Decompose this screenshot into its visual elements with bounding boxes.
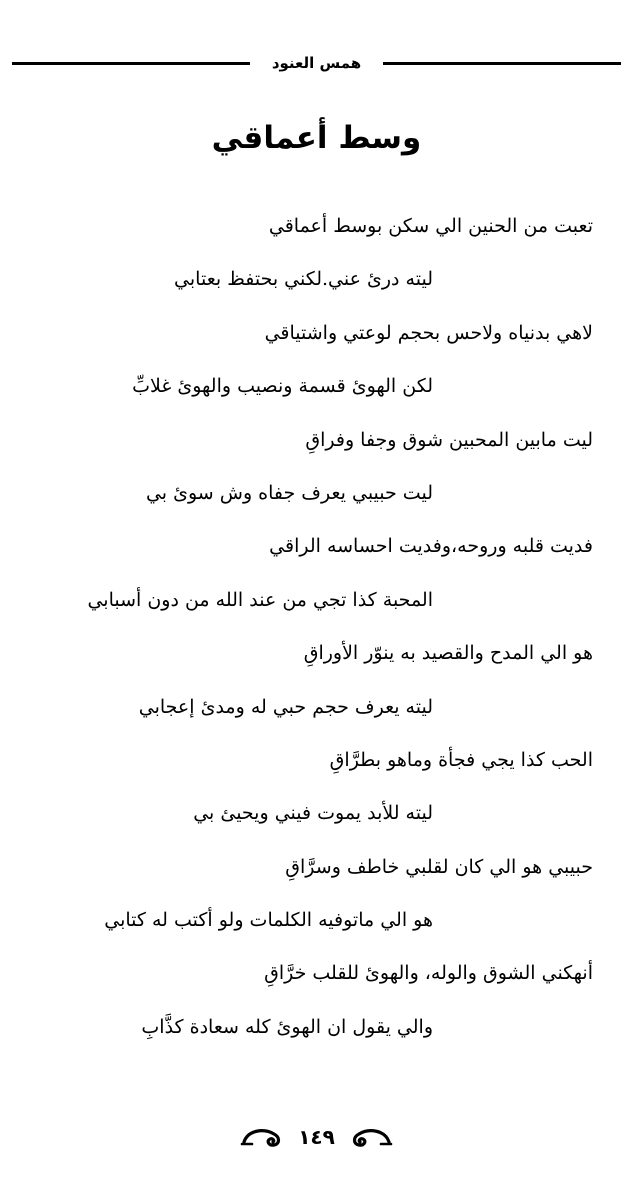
verse-line: لكن الهوئ قسمة ونصيب والهوئ غلابِّ bbox=[132, 375, 433, 398]
poem-title: وسط أعماقي bbox=[211, 120, 422, 156]
verse-line: أنهكني الشوق والوله، والهوئ للقلب خرَّاقِ bbox=[264, 962, 593, 985]
verse-line: حبيبي هو الي كان لقلبي خاطف وسرَّاقِ bbox=[285, 855, 593, 878]
header-rule-left bbox=[12, 62, 250, 65]
poem-verses bbox=[20, 206, 593, 1060]
verse-line: ليته للأبد يموت فيني ويحيئ بي bbox=[193, 802, 433, 825]
verse-line: ليته يعرف حجم حبي له ومدئ إعجابي bbox=[138, 695, 433, 718]
verse-line: ليته درئ عني.لكني بحتفظ بعتابي bbox=[174, 268, 433, 291]
verse-line: والي يقول ان الهوئ كله سعادة كذَّابِ bbox=[141, 1015, 433, 1038]
running-header bbox=[12, 52, 621, 74]
verse-line: لاهي بدنياه ولاحس بحجم لوعتي واشتياقي bbox=[264, 321, 593, 344]
verse-line: هو الي ماتوفيه الكلمات ولو أكتب له كتابي bbox=[104, 909, 433, 932]
verse-line: هو الي المدح والقصيد به ينوّر الأوراقِ bbox=[303, 642, 593, 665]
verse-line: تعبت من الحنين الي سكن بوسط أعماقي bbox=[268, 215, 593, 237]
verse-line: ليت حبيبي يعرف جفاه وش سوئ بي bbox=[145, 481, 433, 504]
verse-line: الحب كذا يجي فجأة وماهو بطرَّاقِ bbox=[329, 748, 593, 771]
scroll-ornament-icon bbox=[349, 1124, 393, 1150]
page-footer bbox=[0, 1124, 633, 1150]
book-title: همس العنود bbox=[271, 54, 362, 72]
verse-line: المحبة كذا تجي من عند الله من دون أسبابي bbox=[87, 588, 433, 611]
verse-line: ليت مابين المحبين شوق وجفا وفراقِ bbox=[305, 428, 593, 451]
scroll-ornament-icon bbox=[240, 1124, 284, 1150]
verse-line: فديت قلبه وروحه،وفديت احساسه الراقي bbox=[269, 535, 593, 558]
page-number: ١٤٩ bbox=[298, 1125, 335, 1149]
header-rule-right bbox=[383, 62, 621, 65]
